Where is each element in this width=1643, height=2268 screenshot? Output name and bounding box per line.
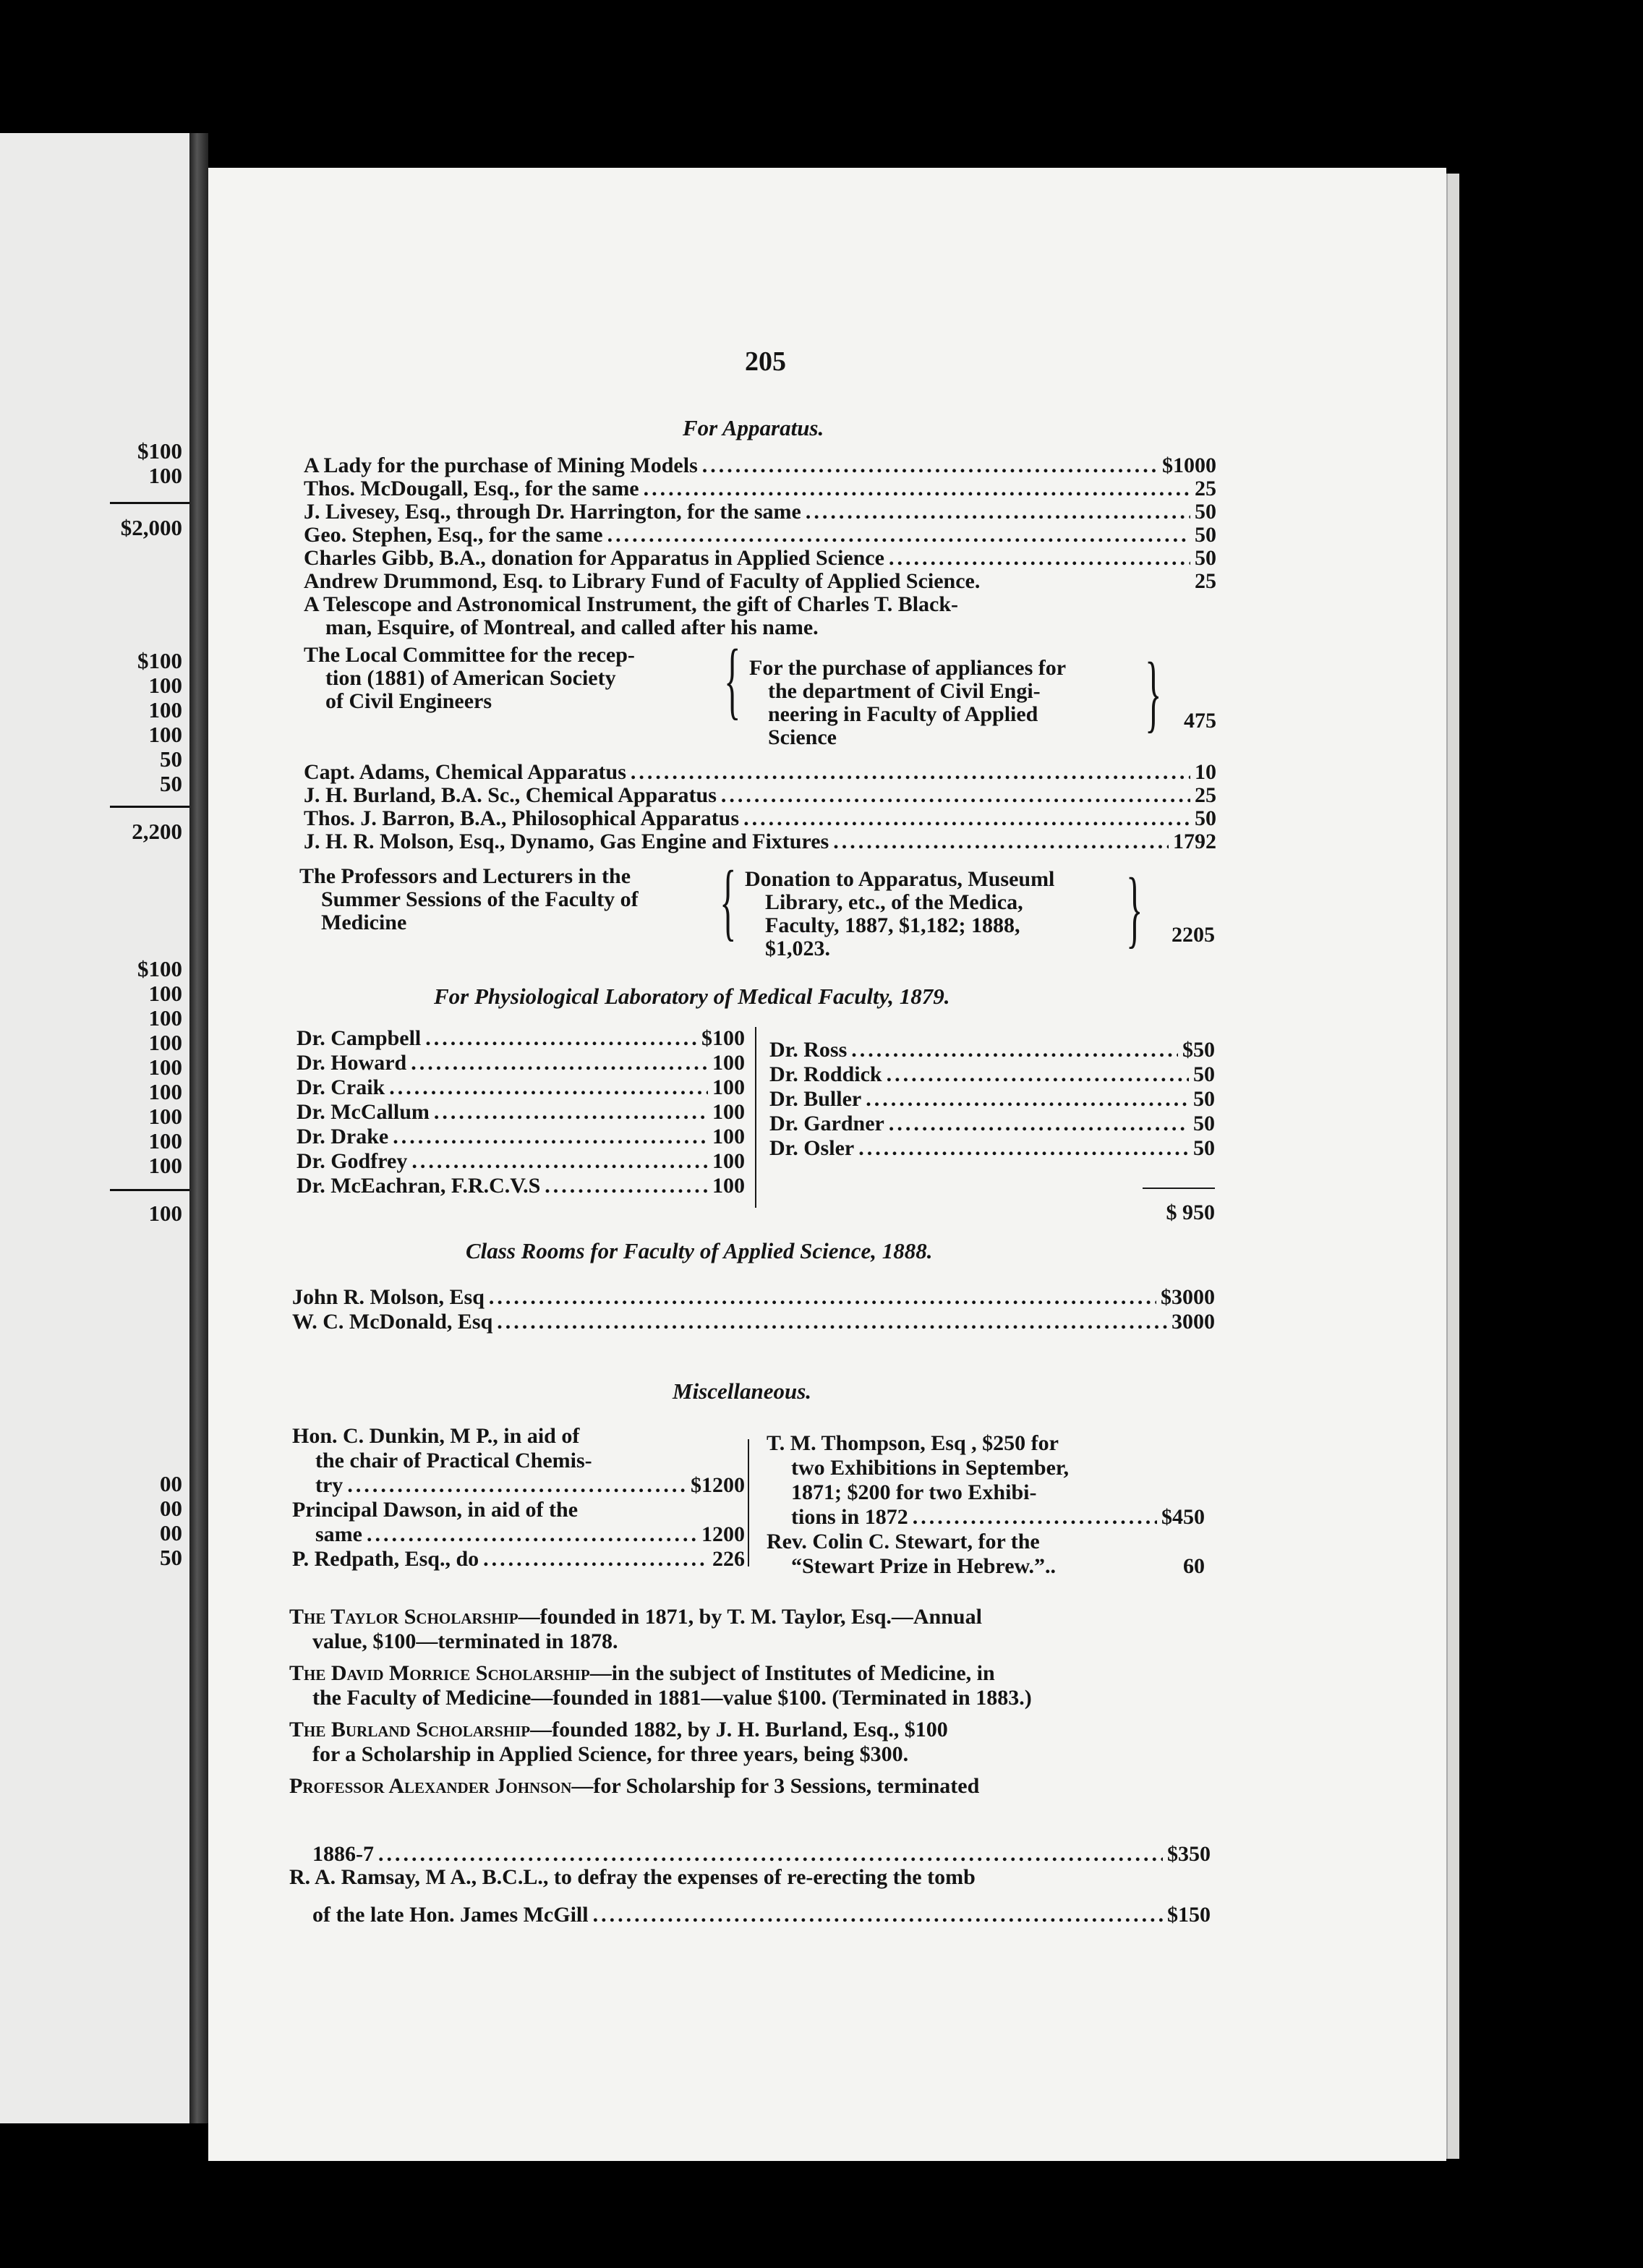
section-heading-physiological: For Physiological Laboratory of Medical Faculty, 1879. — [434, 984, 950, 1009]
entry-amount: 10 — [1195, 760, 1216, 784]
donor-amount: 100 — [712, 1125, 745, 1148]
entry-amount: 226 — [712, 1547, 745, 1571]
entry-label: same — [315, 1522, 362, 1546]
left-amount: 50 — [160, 746, 182, 772]
right-brace: } — [1126, 860, 1143, 956]
left-amount: 100 — [148, 697, 182, 722]
misc-line: two Exhibitions in September, — [791, 1456, 1069, 1480]
entry-amount: 25 — [1195, 477, 1216, 500]
entry-label: Capt. Adams, Chemical Apparatus — [304, 760, 626, 784]
professors-line: Medicine — [321, 911, 407, 934]
committee-purpose-line: For the purchase of appliances for — [749, 656, 1067, 680]
donor-amount: 50 — [1193, 1062, 1215, 1086]
list-item — [312, 1904, 1211, 1927]
scholarship-text: the Faculty of Medicine—founded in 1881—value $100. (Terminated in 1883.) — [312, 1686, 1032, 1710]
donor-name: Dr. McEachran, F.R.C.V.S — [296, 1174, 541, 1198]
scholarship-entry — [289, 1775, 979, 1798]
donor-amount: 100 — [712, 1100, 745, 1124]
entry-label: J. H. R. Molson, Esq., Dynamo, Gas Engine and Fixtures — [304, 830, 829, 853]
scholarship-text: —in the subject of Institutes of Medicine, in — [589, 1661, 995, 1685]
donor-amount: 100 — [712, 1051, 745, 1075]
section-heading-miscellaneous: Miscellaneous. — [673, 1378, 812, 1404]
list-item — [769, 1137, 1215, 1160]
scholarship-text: —for Scholarship for 3 Sessions, terminated — [571, 1774, 980, 1798]
misc-line: the chair of Practical Chemis- — [315, 1449, 592, 1472]
scholarship-title: R. A. Ramsay, M A., B.C.L., — [289, 1865, 549, 1889]
list-item — [296, 1150, 745, 1173]
list-item — [304, 500, 1216, 524]
scholarship-text: for a Scholarship in Applied Science, for three years, being $300. — [312, 1742, 909, 1766]
left-amount: 100 — [148, 463, 182, 488]
left-amount: 100 — [148, 722, 182, 747]
entry-amount: 1200 — [701, 1522, 745, 1546]
section-heading-apparatus: For Apparatus. — [683, 415, 824, 440]
committee-purpose-line: Science — [768, 725, 837, 749]
list-item — [304, 570, 1216, 593]
list-item — [304, 784, 1216, 807]
left-amount: 100 — [148, 1005, 182, 1031]
left-amount: 100 — [148, 1054, 182, 1080]
entry-amount: 3000 — [1172, 1310, 1215, 1334]
committee-purpose-line: the department of Civil Engi- — [768, 679, 1041, 703]
list-item — [315, 1474, 745, 1497]
left-amount: $100 — [137, 438, 182, 464]
list-item — [304, 761, 1216, 784]
donor-amount: 100 — [712, 1075, 745, 1099]
list-item — [315, 1523, 745, 1546]
scholarship-title: The Burland Scholarship — [289, 1718, 531, 1742]
scholarship-entry — [289, 1866, 976, 1889]
list-item — [304, 547, 1216, 570]
entry-amount: 50 — [1195, 500, 1216, 524]
professors-line: Summer Sessions of the Faculty of — [321, 887, 639, 911]
professors-purpose-line: Donation to Apparatus, Museuml — [745, 867, 1055, 891]
committee-line: tion (1881) of American Society — [325, 666, 616, 690]
donor-amount: $50 — [1182, 1038, 1215, 1062]
donor-name: Dr. Roddick — [769, 1062, 882, 1086]
scholarship-entry — [289, 1606, 982, 1629]
professors-purpose-line: Faculty, 1887, $1,182; 1888, — [765, 913, 1020, 937]
left-brace: { — [720, 853, 737, 949]
list-item — [312, 1843, 1211, 1866]
professors-line: The Professors and Lecturers in the — [299, 864, 631, 888]
entry-amount: 2205 — [1172, 923, 1215, 947]
donor-name: Dr. Osler — [769, 1136, 855, 1160]
entry-label: J. Livesey, Esq., through Dr. Harrington, for the same — [304, 500, 801, 524]
scholarship-text: to defray the expenses of re-erecting the tomb — [548, 1865, 976, 1889]
entry-amount: 50 — [1195, 523, 1216, 547]
left-amount: 100 — [148, 673, 182, 698]
misc-line: T. M. Thompson, Esq , $250 for — [767, 1431, 1059, 1455]
entry-amount: $150 — [1167, 1903, 1211, 1927]
donor-amount: 100 — [712, 1149, 745, 1173]
entry-label: Thos. McDougall, Esq., for the same — [304, 477, 639, 500]
list-item — [769, 1063, 1215, 1086]
list-item — [292, 1286, 1215, 1309]
entry-label: W. C. McDonald, Esq — [292, 1310, 493, 1334]
left-amount: 100 — [148, 1079, 182, 1104]
entry-amount: $350 — [1167, 1842, 1211, 1866]
left-amount: 100 — [148, 1201, 182, 1226]
book-gutter — [189, 133, 208, 2123]
scholarship-text: —founded 1882, by J. H. Burland, Esq., $100 — [530, 1718, 948, 1742]
list-item — [296, 1125, 745, 1148]
misc-line: Principal Dawson, in aid of the — [292, 1498, 579, 1522]
entry-label: A Lady for the purchase of Mining Models — [304, 453, 698, 477]
list-item — [304, 830, 1216, 853]
column-divider — [748, 1439, 749, 1566]
donor-name: Dr. Godfrey — [296, 1149, 408, 1173]
scholarship-text: 1886-7 — [312, 1842, 374, 1866]
entry-amount: 50 — [1195, 546, 1216, 570]
donor-name: Dr. Craik — [296, 1075, 385, 1099]
committee-purpose-line: neering in Faculty of Applied — [768, 702, 1038, 726]
professors-purpose-line: $1,023. — [765, 937, 830, 960]
entry-label: Andrew Drummond, Esq. to Library Fund of Faculty of Applied Science. — [304, 569, 981, 593]
left-brace: { — [724, 631, 741, 728]
list-item — [296, 1076, 745, 1099]
scholarship-text: of the late Hon. James McGill — [312, 1903, 589, 1927]
donor-name: Dr. McCallum — [296, 1100, 430, 1124]
page-edge — [1446, 174, 1459, 2159]
list-item — [304, 807, 1216, 830]
donor-name: Dr. Campbell — [296, 1026, 422, 1050]
list-item — [296, 1101, 745, 1124]
committee-line: The Local Committee for the recep- — [304, 643, 635, 667]
list-item — [296, 1174, 745, 1198]
left-rule — [110, 1189, 189, 1191]
entry-amount: 25 — [1195, 569, 1216, 593]
entry-amount: 50 — [1195, 806, 1216, 830]
entry-amount: 475 — [1184, 709, 1216, 733]
entry-label: try — [315, 1473, 343, 1497]
left-amount: $100 — [137, 648, 182, 673]
entry-amount: 25 — [1195, 783, 1216, 807]
list-item — [304, 524, 1216, 547]
donor-amount: 100 — [712, 1174, 745, 1198]
left-amount: $2,000 — [120, 515, 182, 540]
left-facing-page — [0, 133, 192, 2123]
total-rule — [1143, 1188, 1215, 1189]
list-item — [769, 1112, 1215, 1135]
left-amount: 50 — [160, 771, 182, 796]
entry-label: P. Redpath, Esq., do — [292, 1547, 479, 1571]
column-divider — [755, 1027, 756, 1208]
left-amount: 100 — [148, 981, 182, 1006]
entry-label: John R. Molson, Esq — [292, 1285, 485, 1309]
list-item — [791, 1555, 1205, 1578]
left-rule — [110, 806, 189, 808]
donor-amount: 50 — [1193, 1112, 1215, 1135]
list-item — [292, 1310, 1215, 1334]
left-amount: 100 — [148, 1030, 182, 1055]
donor-amount: $100 — [701, 1026, 745, 1050]
misc-line: Rev. Colin C. Stewart, for the — [767, 1530, 1040, 1553]
scholarship-entry — [289, 1662, 995, 1685]
list-item — [791, 1506, 1205, 1529]
entry-label: tions in 1872 — [791, 1505, 908, 1529]
entry-label: Geo. Stephen, Esq., for the same — [304, 523, 603, 547]
donor-name: Dr. Howard — [296, 1051, 407, 1075]
scholarship-entry — [289, 1718, 948, 1742]
scholarship-text: value, $100—terminated in 1878. — [312, 1629, 618, 1653]
left-amount: 100 — [148, 1153, 182, 1178]
committee-line: of Civil Engineers — [325, 689, 492, 713]
entry-label: J. H. Burland, B.A. Sc., Chemical Apparatus — [304, 783, 717, 807]
entry-amount: $1200 — [691, 1473, 745, 1497]
list-item — [296, 1027, 745, 1050]
left-amount: $100 — [137, 956, 182, 981]
entry-amount: $1000 — [1162, 453, 1216, 477]
left-amount: 100 — [148, 1104, 182, 1129]
left-amount: 00 — [160, 1496, 182, 1521]
donor-name: Dr. Buller — [769, 1087, 862, 1111]
entry-label: Charles Gibb, B.A., donation for Apparatus in Applied Science — [304, 546, 884, 570]
telescope-line: man, Esquire, of Montreal, and called after his name. — [325, 615, 819, 639]
right-brace: } — [1145, 644, 1162, 741]
donor-amount: 50 — [1193, 1087, 1215, 1111]
professors-purpose-line: Library, etc., of the Medica, — [765, 890, 1023, 914]
scholarship-title: The David Morrice Scholarship — [289, 1661, 590, 1685]
donor-name: Dr. Drake — [296, 1125, 389, 1148]
donor-amount: 50 — [1193, 1136, 1215, 1160]
left-amount: 2,200 — [132, 819, 182, 844]
telescope-line: A Telescope and Astronomical Instrument, the gift of Charles T. Black- — [304, 592, 959, 616]
misc-line: Hon. C. Dunkin, M P., in aid of — [292, 1424, 580, 1448]
donor-name: Dr. Gardner — [769, 1112, 884, 1135]
section-heading-class-rooms: Class Rooms for Faculty of Applied Science, 1888. — [466, 1238, 933, 1263]
entry-label: Thos. J. Barron, B.A., Philosophical Apparatus — [304, 806, 740, 830]
left-rule — [110, 502, 189, 504]
left-amount: 50 — [160, 1545, 182, 1570]
donor-name: Dr. Ross — [769, 1038, 848, 1062]
list-item — [292, 1548, 745, 1571]
entry-amount: $3000 — [1161, 1285, 1215, 1309]
list-item — [296, 1052, 745, 1075]
list-item — [304, 477, 1216, 500]
entry-label: “Stewart Prize in Hebrew.”.. — [791, 1554, 1057, 1578]
misc-line: 1871; $200 for two Exhibi- — [791, 1480, 1037, 1504]
scholarship-title: The Taylor Scholarship — [289, 1605, 518, 1629]
scholarship-text: —founded in 1871, by T. M. Taylor, Esq.—Annual — [518, 1605, 982, 1629]
entry-amount: $450 — [1161, 1505, 1205, 1529]
left-amount: 00 — [160, 1520, 182, 1546]
entry-amount: 1792 — [1173, 830, 1216, 853]
total-amount: $ 950 — [1166, 1201, 1215, 1224]
list-item — [769, 1039, 1215, 1062]
list-item — [769, 1088, 1215, 1111]
list-item — [304, 454, 1216, 477]
scholarship-title: Professor Alexander Johnson — [289, 1774, 572, 1798]
left-amount: 00 — [160, 1471, 182, 1496]
left-amount: 100 — [148, 1128, 182, 1154]
entry-amount: 60 — [1183, 1554, 1205, 1578]
page-number: 205 — [745, 346, 786, 377]
